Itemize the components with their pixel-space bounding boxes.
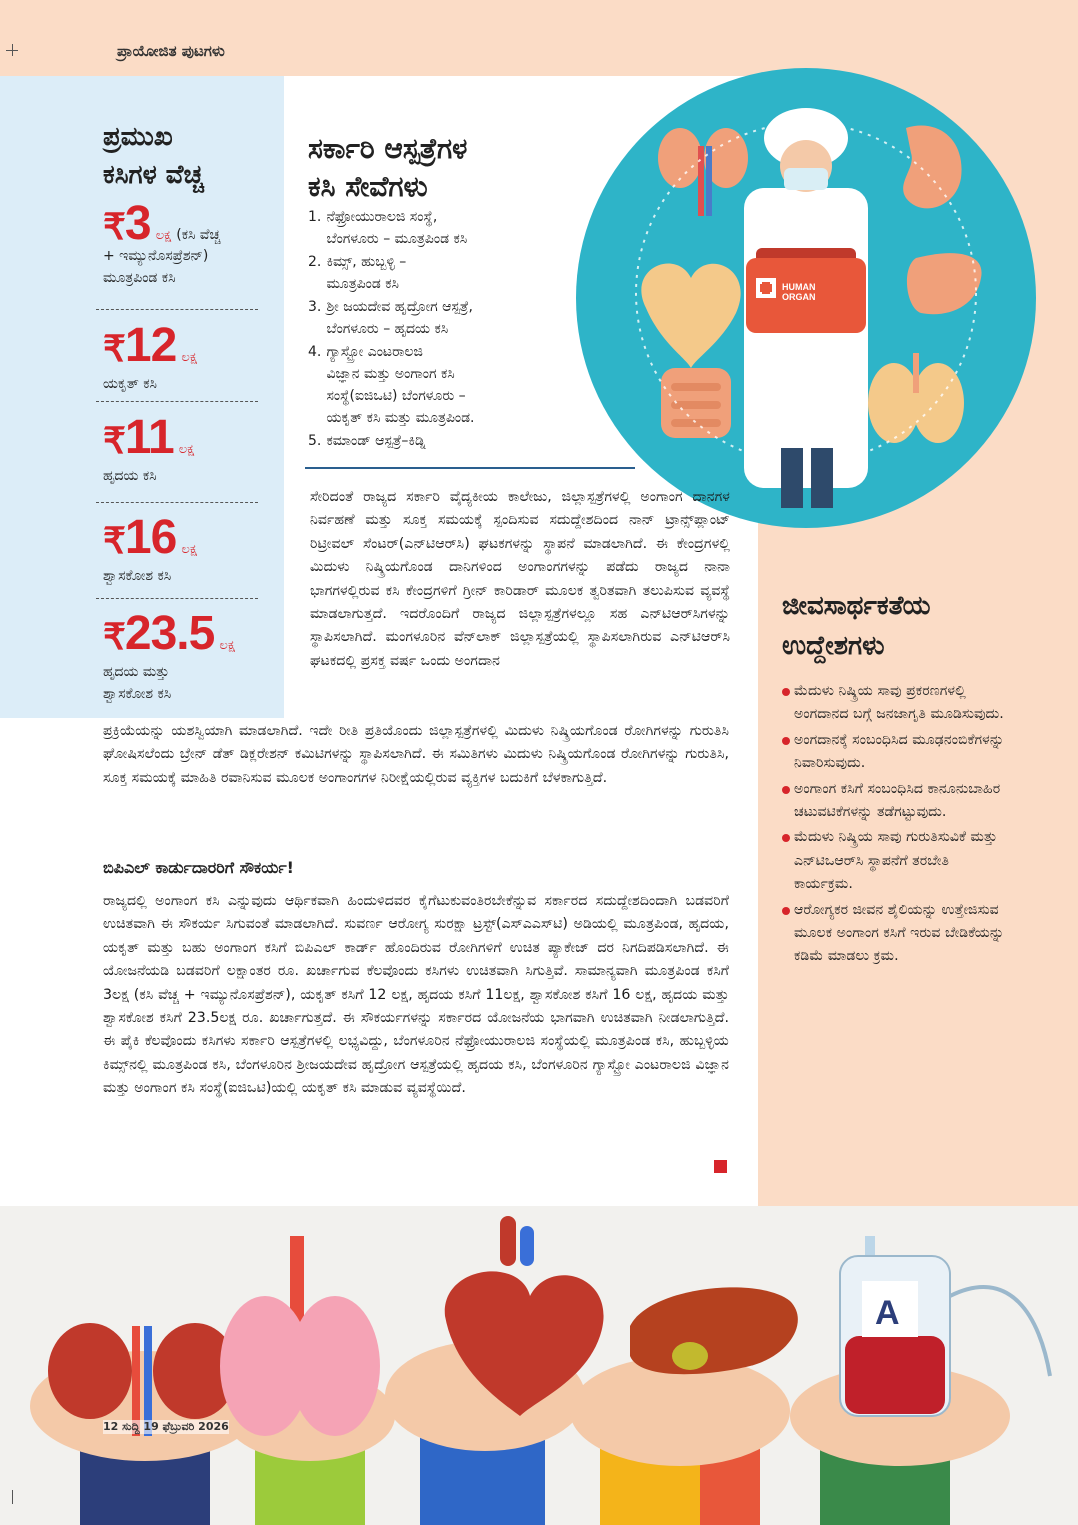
article-paragraph-2: ರಾಜ್ಯದಲ್ಲಿ ಅಂಗಾಂಗ ಕಸಿ ಎನ್ನುವುದು ಆರ್ಥಿಕವಾಗಿ ಹಿಂದುಳಿದವರ ಕೈಗೆಟುಕುವಂತಿರಬೇಕೆನ್ನುವ ಸರ್ಕಾರದ ಸದುದ್ದೇಶದಿಂದಾಗಿ ಬಡವರಿಗೆ ಉಚಿತವಾಗಿ ಈ ಸೌಕರ್ಯ ಸಿಗುವಂತೆ ಮಾಡಲಾಗಿದೆ. ಸುವರ್ಣ ಆರೋಗ್ಯ ಸುರಕ್ಷಾ ಟ್ರಸ್ಟ್(ಎಸ್ಎಎಸ್‌ಟಿ) ಅಡಿಯಲ್ಲಿ ಮೂತ್ರಪಿಂಡ, ಹೃದಯ, ಯಕೃತ್ ಮತ್ತು ಬಹು ಅಂಗಾಂಗ ಕಸಿಗೆ ಬಿಪಿಎಲ್ ಕಾರ್ಡ್ ಹೊಂದಿರುವ ರೋಗಿಗಳಿಗೆ ಉಚಿತ ಪ್ಯಾಕೇಜ್ ದರ ನಿಗದಿಪಡಿಸಲಾಗಿದೆ. ಈ ಯೋಜನೆಯಡಿ ಬಡವರಿಗೆ ಲಕ್ಷಾಂತರ ರೂ. ಖರ್ಚಾಗುವ ಕೆಲವೊಂದು ಕಸಿಗಳು ಉಚಿತವಾಗಿ ಸಿಗುತ್ತಿವೆ. ಸಾಮಾನ್ಯವಾಗಿ ಮೂತ್ರಪಿಂಡ ಕಸಿಗೆ 3ಲಕ್ಷ (ಕಸಿ ವೆಚ್ಚ + ಇಮ್ಯುನೊಸಪ್ರೆಶನ್), ಯಕೃತ್ ಕಸಿಗೆ 12 ಲಕ್ಷ, ಹೃದಯ ಕಸಿಗೆ 11ಲಕ್ಷ, ಶ್ವಾಸಕೋಶ ಕಸಿಗೆ 16 ಲಕ್ಷ, ಹೃದಯ ಮತ್ತು ಶ್ವಾಸಕೋಶ ಕಸಿಗೆ 23.5ಲಕ್ಷ ರೂ. ಖರ್ಚಾಗುತ್ತದೆ. ಈ ಸೌಕರ್ಯಗಳನ್ನು ಸರ್ಕಾರದ ಯೋಜನೆಯ ಭಾಗವಾಗಿ ಉಚಿತವಾಗಿ ನೀಡಲಾಗುತ್ತಿದೆ. ಈ ಪೈಕಿ ಕೆಲವೊಂದು ಕಸಿಗಳು ಸರ್ಕಾರಿ ಆಸ್ಪತ್ರೆಗಳಲ್ಲಿ ಲಭ್ಯವಿದ್ದು, ಬೆಂಗಳೂರಿನ ನೆಫ್ರೋಯುರಾಲಜಿ ಸಂಸ್ಥೆಯಲ್ಲಿ ಮೂತ್ರಪಿಂಡ ಕಸಿ, ಹುಬ್ಬಳ್ಳಿಯ ಕಿಮ್ಸ್‌ನಲ್ಲಿ ಮೂತ್ರಪಿಂಡ ಕಸಿ, ಬೆಂಗಳೂರಿನ ಶ್ರೀಜಯದೇವ ಹೃದ್ರೋಗ ಆಸ್ಪತ್ರೆಯಲ್ಲಿ ಹೃದಯ ಕಸಿ, ಬೆಂಗಳೂರಿನ ಗ್ಯಾಸ್ಟ್ರೋ ಎಂಟರಾಲಜಿ ವಿಜ್ಞಾನ ಮತ್ತು ಅಂಗಾಂಗ ಕಸಿ ಸಂಸ್ಥೆ(ಐಜಿಒಟಿ)ಯಲ್ಲಿ ಯಕೃತ್ ಕಸಿ ಮಾಡುವ ವ್ಯವಸ್ಥೆಯಿದೆ.	[103, 893, 729, 1097]
divider	[96, 502, 258, 503]
rupee-symbol: ₹	[103, 206, 125, 247]
cost-unit: ಲಕ್ಷ	[219, 638, 235, 653]
list-number: 1.	[308, 209, 322, 225]
list-text: ಯಕೃತ್ ಕಸಿ ಮತ್ತು ಮೂತ್ರಪಿಂಡ.	[326, 410, 475, 426]
cost-item-heart	[103, 410, 273, 487]
list-item: ಅಂಗದಾನಕ್ಕೆ ಸಂಬಂಧಿಸಿದ ಮೂಢನಂಬಿಕೆಗಳನ್ನು ನಿವಾರಿಸುವುದು.	[782, 729, 1012, 776]
list-number: 5.	[308, 433, 322, 449]
cost-organ: ಶ್ವಾಸಕೋಶ ಕಸಿ	[103, 568, 172, 584]
hands-organs-illustration	[0, 1206, 1078, 1525]
list-number: 4.	[308, 344, 322, 360]
hospitals-title	[308, 130, 608, 206]
page-footer: 12 ಸುದ್ದಿ 19 ಫೆಬ್ರುವರಿ 2026	[103, 1420, 229, 1433]
lungs-icon	[868, 353, 964, 443]
cost-item-lung	[103, 510, 273, 587]
cost-amount: 3	[124, 197, 151, 250]
cost-unit: ಲಕ್ಷ	[181, 542, 197, 557]
list-number: 3.	[308, 299, 322, 315]
list-text: ಶ್ರೀ ಜಯದೇವ ಹೃದ್ರೋಗ ಆಸ್ಪತ್ರೆ,	[326, 299, 473, 315]
cost-unit: ಲಕ್ಷ	[178, 442, 195, 457]
hospitals-title-line2: ಕಸಿ ಸೇವೆಗಳು	[308, 170, 428, 203]
cost-organ: ಮೂತ್ರಪಿಂಡ ಕಸಿ	[103, 270, 176, 286]
doctor-organ-illustration	[576, 68, 1036, 528]
blood-bag-icon	[840, 1236, 1050, 1416]
cost-amount: 23.5	[124, 607, 215, 660]
cost-organ: ಹೃದಯ ಮತ್ತು	[103, 664, 170, 680]
objectives-title-line1: ಜೀವಸಾರ್ಥಕತೆಯ	[782, 591, 931, 621]
list-item: ಮೆದುಳು ನಿಷ್ಕ್ರಿಯ ಸಾವು ಪ್ರಕರಣಗಳಲ್ಲಿ ಅಂಗದಾನದ ಬಗ್ಗೆ ಜನಜಾಗೃತಿ ಮೂಡಿಸುವುದು.	[782, 680, 1012, 727]
liver-icon	[630, 1287, 798, 1374]
list-text: ನೆಫ್ರೋಯುರಾಲಜಿ ಸಂಸ್ಥೆ,	[326, 209, 438, 225]
article-paragraph-1b: ಪ್ರಕ್ರಿಯೆಯನ್ನು ಯಶಸ್ವಿಯಾಗಿ ಮಾಡಲಾಗಿದೆ. ಇದೇ ರೀತಿ ಪ್ರತಿಯೊಂದು ಜಿಲ್ಲಾಸ್ಪತ್ರೆಗಳಲ್ಲಿ ಮಿದುಳು ನಿಷ್ಕ್ರಿಯಗೊಂಡ ರೋಗಿಗಳನ್ನು ಗುರುತಿಸಿ ಘೋಷಿಸಲೆಂದು ಬ್ರೇನ್ ಡೆತ್ ಡಿಕ್ಲರೇಶನ್ ಕಮಿಟಿಗಳನ್ನು ಸ್ಥಾಪಿಸಲಾಗಿದೆ. ಈ ಸಮಿತಿಗಳು ಮಿದುಳು ನಿಷ್ಕ್ರಿಯಗೊಂಡ ರೋಗಿಗಳನ್ನು ಗುರುತಿಸಿ, ಸೂಕ್ತ ಸಮಯಕ್ಕೆ ಮಾಹಿತಿ ರವಾನಿಸುವ ಮೂಲಕ ಅಂಗಾಂಗಗಳ ನಿರೀಕ್ಷೆಯಲ್ಲಿರುವ ವ್ಯಕ್ತಿಗಳ ಬದುಕಿಗೆ ಬೆಳಕಾಗುತ್ತಿದೆ.	[103, 723, 729, 786]
organ-box-label-2: ORGAN	[782, 292, 816, 302]
list-text: ಗ್ಯಾಸ್ಟ್ರೋ ಎಂಟರಾಲಜಿ	[326, 344, 423, 360]
hospitals-underline	[305, 467, 635, 469]
divider	[96, 309, 258, 310]
cost-item-heart-lung	[103, 606, 283, 705]
cost-organ-line2: ಶ್ವಾಸಕೋಶ ಕಸಿ	[103, 686, 172, 702]
cost-note: (ಕಸಿ ವೆಚ್ಚ	[176, 227, 221, 243]
blood-type-label: A	[875, 1294, 900, 1332]
liver-icon	[907, 253, 982, 314]
list-text: ಮೂತ್ರಪಿಂಡ ಕಸಿ	[326, 276, 399, 292]
objectives-title-line2: ಉದ್ದೇಶಗಳು	[782, 631, 885, 661]
divider	[96, 401, 258, 402]
cost-unit: ಲಕ್ಷ	[181, 350, 197, 365]
list-text: ಕಿಮ್ಸ್, ಹುಬ್ಬಳ್ಳಿ –	[326, 254, 407, 270]
list-item	[308, 430, 638, 452]
top-peach-band	[0, 0, 1078, 76]
cost-amount: 11	[124, 411, 174, 464]
rupee-symbol: ₹	[103, 616, 125, 657]
list-text: ಬೆಂಗಳೂರು – ಹೃದಯ ಕಸಿ	[326, 321, 449, 337]
doctor-illustration-svg	[576, 68, 1036, 528]
intestines-icon	[661, 368, 731, 438]
list-item: ಅಂಗಾಂಗ ಕಸಿಗೆ ಸಂಬಂಧಿಸಿದ ಕಾನೂನುಬಾಹಿರ ಚಟುವಟಿಕೆಗಳನ್ನು ತಡೆಗಟ್ಟುವುದು.	[782, 778, 1012, 825]
cost-item-liver	[103, 318, 273, 395]
rupee-symbol: ₹	[103, 520, 125, 561]
organ-box-label-1: HUMAN	[782, 282, 816, 292]
article-end-mark	[714, 1160, 727, 1173]
cost-organ: ಹೃದಯ ಕಸಿ	[103, 468, 157, 484]
list-text: ಸಂಸ್ಥೆ(ಐಜಿಒಟಿ) ಬೆಂಗಳೂರು –	[326, 388, 466, 404]
kidney-icon	[658, 128, 748, 216]
organ-box-icon	[746, 248, 866, 333]
rupee-symbol: ₹	[103, 420, 125, 461]
list-item: ಮೆದುಳು ನಿಷ್ಕ್ರಿಯ ಸಾವು ಗುರುತಿಸುವಿಕೆ ಮತ್ತು ಎನ್‌ಟಿಒಆರ್‌ಸಿ ಸ್ಥಾಪನೆಗೆ ತರಬೇತಿ ಕಾರ್ಯಕ್ರಮ.	[782, 826, 1012, 896]
hospitals-title-line1: ಸರ್ಕಾರಿ ಆಸ್ಪತ್ರೆಗಳ	[308, 132, 468, 165]
lungs-icon	[220, 1236, 380, 1436]
costs-title-line1: ಪ್ರಮುಖ	[103, 122, 173, 152]
article-subheading: ಬಿಪಿಎಲ್ ಕಾರ್ಡುದಾರರಿಗೆ ಸೌಕರ್ಯ!	[103, 858, 294, 877]
section-label: ಪ್ರಾಯೋಜಿತ ಪುಟಗಳು	[117, 42, 225, 60]
costs-title	[103, 118, 273, 194]
costs-title-line2: ಕಸಿಗಳ ವೆಚ್ಚ	[103, 160, 204, 190]
cost-amount: 12	[124, 319, 177, 372]
heart-icon	[641, 264, 740, 368]
crop-mark	[6, 50, 18, 51]
cost-organ: ಯಕೃತ್ ಕಸಿ	[103, 376, 157, 392]
cost-unit: ಲಕ್ಷ	[155, 228, 172, 243]
list-item: ಆರೋಗ್ಯಕರ ಜೀವನ ಶೈಲಿಯನ್ನು ಉತ್ತೇಜಿಸುವ ಮೂಲಕ ಅಂಗಾಂಗ ಕಸಿಗೆ ಇರುವ ಬೇಡಿಕೆಯನ್ನು ಕಡಿಮೆ ಮಾಡಲು ಕ್ರಮ.	[782, 899, 1012, 969]
stomach-icon	[903, 125, 961, 208]
divider	[96, 598, 258, 599]
cost-note-2: + ಇಮ್ಯುನೊಸಪ್ರೆಶನ್)	[103, 248, 209, 264]
cost-item-kidney	[103, 196, 273, 289]
list-text: ಕಮಾಂಡ್ ಆಸ್ಪತ್ರೆ–ಕಿಡ್ನಿ	[326, 433, 426, 449]
list-number: 2.	[308, 254, 322, 270]
cost-amount: 16	[124, 511, 177, 564]
list-text: ಬೆಂಗಳೂರು – ಮೂತ್ರಪಿಂಡ ಕಸಿ	[326, 231, 468, 247]
objectives-list	[782, 680, 1012, 971]
rupee-symbol: ₹	[103, 328, 125, 369]
article-paragraph-1: ಸೇರಿದಂತೆ ರಾಜ್ಯದ ಸರ್ಕಾರಿ ವೈದ್ಯಕೀಯ ಕಾಲೇಜು, ಜಿಲ್ಲಾಸ್ಪತ್ರೆಗಳಲ್ಲಿ ಅಂಗಾಂಗ ದಾನಗಳ ನಿರ್ವಹಣೆ ಮತ್ತು ಸೂಕ್ತ ಸಮಯಕ್ಕೆ ಸ್ಪಂದಿಸುವ ಸದುದ್ದೇಶದಿಂದ ನಾನ್ ಟ್ರಾನ್ಸ್‌ಪ್ಲಾಂಟ್ ರಿಟ್ರೀವಲ್ ಸೆಂಟರ್(ಎನ್‌ಟಿಆರ್‌ಸಿ) ಘಟಕಗಳನ್ನು ಸ್ಥಾಪನೆ ಮಾಡಲಾಗಿದೆ. ಈ ಕೇಂದ್ರಗಳಲ್ಲಿ ಮಿದುಳು ನಿಷ್ಕ್ರಿಯಗೊಂಡ ದಾನಿಗಳಿಂದ ಅಂಗಾಂಗಗಳನ್ನು ಪಡೆದು ರಾಜ್ಯದ ನಾನಾ ಭಾಗಗಳಲ್ಲಿರುವ ಕಸಿ ಕೇಂದ್ರಗಳಿಗೆ ಗ್ರೀನ್ ಕಾರಿಡಾರ್ ಮೂಲಕ ತ್ವರಿತವಾಗಿ ತಲುಪಿಸುವ ವ್ಯವಸ್ಥೆ ಮಾಡಲಾಗುತ್ತದೆ. ಇದರೊಂದಿಗೆ ರಾಜ್ಯದ ಜಿಲ್ಲಾಸ್ಪತ್ರೆಗಳಲ್ಲೂ ಸಹ ಎನ್‌ಟಿಆರ್‌ಸಿಗಳನ್ನು ಸ್ಥಾಪಿಸಲಾಗಿದೆ. ಮಂಗಳೂರಿನ ವೆನ್‌ಲಾಕ್ ಜಿಲ್ಲಾಸ್ಪತ್ರೆಯಲ್ಲಿ ಸ್ಥಾಪಿಸಲಾಗಿರುವ ಎನ್‌ಟಿಆರ್‌ಸಿ ಘಟಕದಲ್ಲಿ ಪ್ರಸಕ್ತ ವರ್ಷ ಒಂದು ಅಂಗದಾನ	[310, 489, 730, 669]
list-text: ವಿಜ್ಞಾನ ಮತ್ತು ಅಂಗಾಂಗ ಕಸಿ	[326, 366, 455, 382]
objectives-title	[782, 586, 1032, 666]
